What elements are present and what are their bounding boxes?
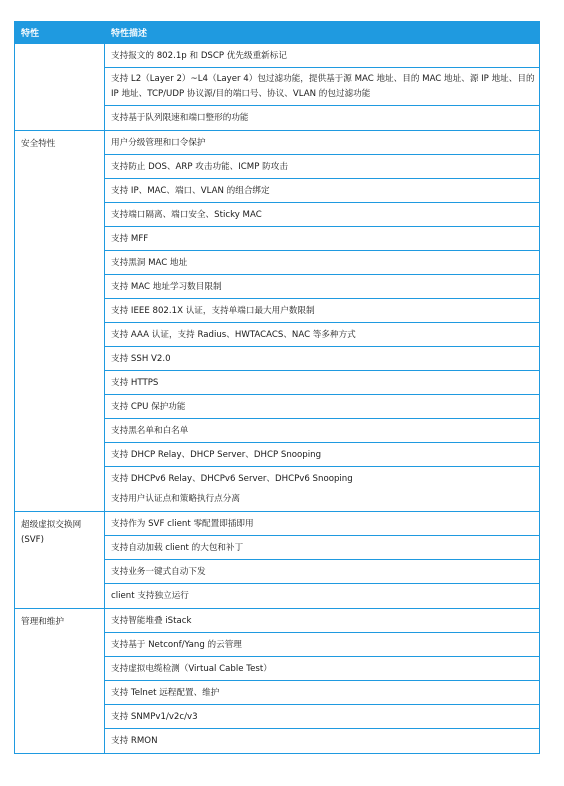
list-item: 支持基于 Netconf/Yang 的云管理 — [105, 633, 539, 657]
list-item: 支持报文的 802.1p 和 DSCP 优先级重新标记 — [105, 44, 539, 68]
description-cell — [105, 131, 540, 512]
header-feature: 特性 — [15, 22, 105, 44]
description-cell — [105, 512, 540, 609]
table-row — [15, 44, 540, 131]
list-item-line: 支持 DHCPv6 Relay、DHCPv6 Server、DHCPv6 Snooping — [111, 474, 353, 484]
list-item: 支持 MAC 地址学习数目限制 — [105, 275, 539, 299]
header-description: 特性描述 — [105, 22, 540, 44]
list-item: 支持自动加载 client 的大包和补丁 — [105, 536, 539, 560]
table-row — [15, 512, 540, 609]
category-cell: 安全特性 — [15, 131, 105, 512]
list-item: 支持 HTTPS — [105, 371, 539, 395]
category-cell: 管理和维护 — [15, 609, 105, 754]
list-item: 支持基于队列限速和端口整形的功能 — [111, 113, 249, 123]
list-item: 支持 SNMPv1/v2c/v3 — [105, 705, 539, 729]
list-item: 支持防止 DOS、ARP 攻击功能、ICMP 防攻击 — [105, 155, 539, 179]
feature-table — [14, 21, 540, 754]
list-item: 用户分级管理和口令保护 — [105, 131, 539, 155]
list-item: 支持 RMON — [111, 736, 158, 746]
list-item: 支持业务一键式自动下发 — [105, 560, 539, 584]
list-item: 支持智能堆叠 iStack — [105, 609, 539, 633]
category-cell — [15, 44, 105, 131]
list-item — [105, 467, 539, 511]
table-row — [15, 131, 540, 512]
list-item: 支持 MFF — [105, 227, 539, 251]
list-item: 支持 AAA 认证，支持 Radius、HWTACACS、NAC 等多种方式 — [105, 323, 539, 347]
list-item: client 支持独立运行 — [111, 591, 189, 601]
list-item: 支持 DHCP Relay、DHCP Server、DHCP Snooping — [105, 443, 539, 467]
list-item: 支持虚拟电缆检测（Virtual Cable Test） — [105, 657, 539, 681]
list-item: 支持黑洞 MAC 地址 — [105, 251, 539, 275]
list-item: 支持端口隔离、端口安全、Sticky MAC — [105, 203, 539, 227]
list-item: 支持作为 SVF client 零配置即插即用 — [105, 512, 539, 536]
description-cell — [105, 609, 540, 754]
list-item: 支持 IP、MAC、端口、VLAN 的组合绑定 — [105, 179, 539, 203]
list-item: 支持 SSH V2.0 — [105, 347, 539, 371]
list-item: 支持 CPU 保护功能 — [105, 395, 539, 419]
category-cell: 超级虚拟交换网 (SVF) — [15, 512, 105, 609]
list-item: 支持 IEEE 802.1X 认证，支持单端口最大用户数限制 — [105, 299, 539, 323]
table-row — [15, 609, 540, 754]
list-item-line: 支持用户认证点和策略执行点分离 — [111, 494, 240, 504]
list-item: 支持 Telnet 远程配置、维护 — [105, 681, 539, 705]
description-cell — [105, 44, 540, 131]
list-item: 支持黑名单和白名单 — [105, 419, 539, 443]
list-item: 支持 L2（Layer 2）~L4（Layer 4）包过滤功能，提供基于源 MAC 地址、目的 MAC 地址、源 IP 地址、目的 IP 地址、TCP/UDP 协议源/目的端口号、协议、VLAN 的包过滤功能 — [105, 68, 539, 106]
table-header-row — [15, 22, 540, 44]
